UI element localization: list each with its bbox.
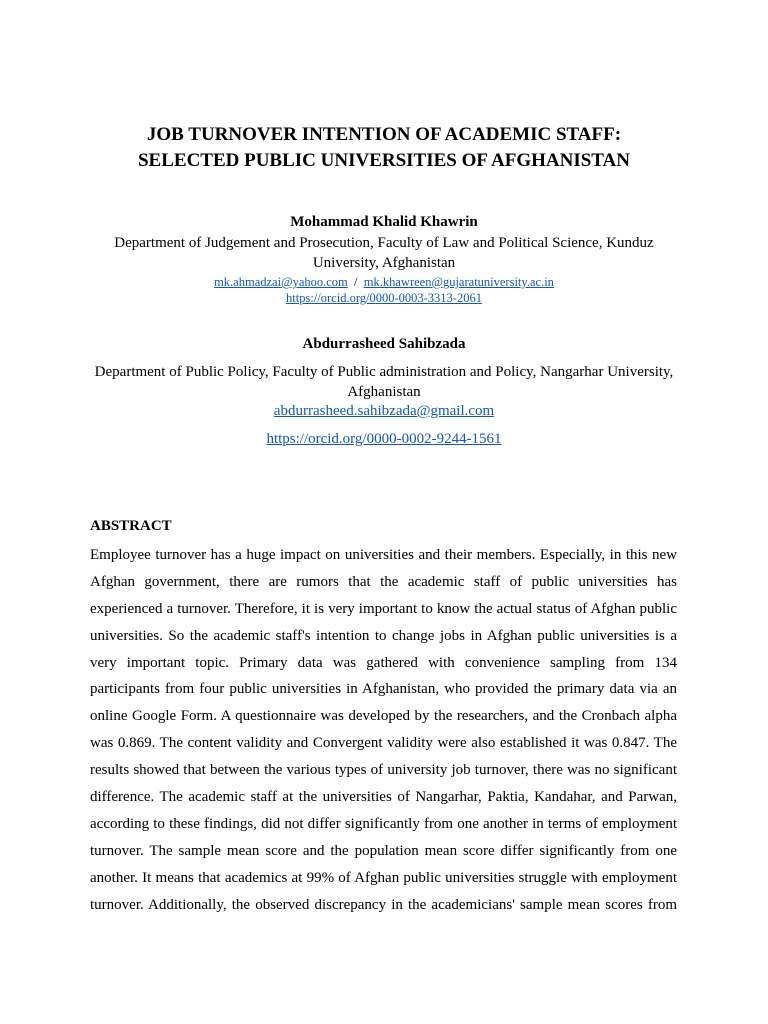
abstract-line: another. It means that academics at 99% of Afghan public universities struggle with employment xyxy=(90,869,677,886)
title-line-1: JOB TURNOVER INTENTION OF ACADEMIC STAFF: xyxy=(146,124,622,145)
author-1-email-link-2[interactable]: mk.khawreen@gujaratuniversity.ac.in xyxy=(363,275,554,289)
abstract-line: very important topic. Primary data was gathered with convenience sampling from 134 xyxy=(90,654,677,671)
abstract-line: was 0.869. The content validity and Convergent validity were also established it was 0.847. The xyxy=(90,735,677,752)
title-line-2: SELECTED PUBLIC UNIVERSITIES OF AFGHANISTAN xyxy=(137,150,630,171)
author-1-orcid-row xyxy=(80,290,688,306)
abstract-line: online Google Form. A questionnaire was developed by the researchers, and the Cronbach alpha xyxy=(90,708,677,725)
abstract-line: universities. So the academic staff's intention to change jobs in Afghan public universities is a xyxy=(90,627,677,644)
abstract-line: experienced a turnover. Therefore, it is very important to know the actual status of Afghan public xyxy=(90,600,677,617)
author-2-block xyxy=(80,335,688,449)
author-2-email-link[interactable]: abdurrasheed.sahibzada@gmail.com xyxy=(273,403,495,419)
author-2-orcid-row xyxy=(80,430,688,449)
author-2-affiliation-line-2: Afghanistan xyxy=(347,383,421,400)
abstract-line: difference. The academic staff at the universities of Nangarhar, Paktia, Kandahar, and Parwan, xyxy=(90,789,677,806)
author-2-affiliation-line-1: Department of Public Policy, Faculty of Public administration and Policy, Nangarhar University, xyxy=(94,364,674,380)
paper-title xyxy=(60,122,708,174)
abstract-line: according to these findings, did not differ significantly from one another in terms of employment xyxy=(90,815,677,832)
author-2-orcid-link[interactable]: https://orcid.org/0000-0002-9244-1561 xyxy=(266,431,502,447)
author-1-email-link-1[interactable]: mk.ahmadzai@yahoo.com xyxy=(214,275,348,289)
author-1-block xyxy=(80,213,688,306)
abstract-line: turnover. Additionally, the observed discrepancy in the academicians' sample mean scores from xyxy=(90,896,677,913)
abstract-line: turnover. The sample mean score and the population mean score differ significantly from one xyxy=(90,842,677,859)
author-1-name: Mohammad Khalid Khawrin xyxy=(290,214,478,230)
abstract-body xyxy=(90,542,677,918)
author-1-affiliation-line-2: University, Afghanistan xyxy=(312,254,456,271)
abstract-line: results showed that between the various types of university job turnover, there was no significant xyxy=(90,762,677,779)
author-1-affiliation-line-1: Department of Judgement and Prosecution, Faculty of Law and Political Science, Kunduz xyxy=(114,235,654,251)
author-2-name: Abdurrasheed Sahibzada xyxy=(302,336,466,352)
author-2-email-row xyxy=(80,402,688,421)
author-1-orcid-link[interactable]: https://orcid.org/0000-0003-3313-2061 xyxy=(286,291,482,305)
abstract-line: Employee turnover has a huge impact on universities and their members. Especially, in this new xyxy=(90,547,677,563)
email-separator: / xyxy=(354,275,358,289)
abstract-heading: ABSTRACT xyxy=(90,518,172,534)
abstract-line: participants from four public universities in Afghanistan, who provided the primary data via an xyxy=(90,681,677,698)
abstract-line: Afghan government, there are rumors that the academic staff of public universities has xyxy=(90,573,677,590)
author-1-emails xyxy=(80,274,688,290)
